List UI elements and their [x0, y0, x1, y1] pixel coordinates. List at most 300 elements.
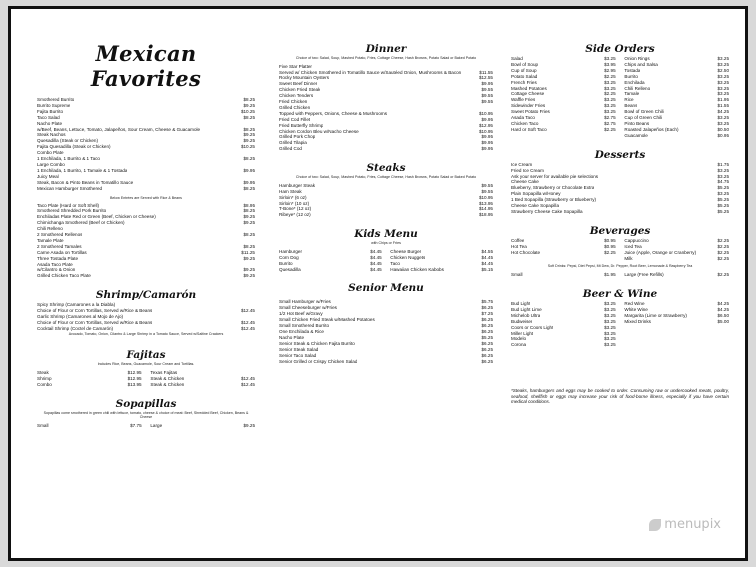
- menu-item-price: $9.55: [481, 87, 493, 93]
- menu-item-name: Tamale Plate: [37, 237, 64, 243]
- menu-item-name: Rocky Mountain Oysters: [279, 75, 330, 81]
- menu-item-name: Chicken Nuggets: [390, 254, 426, 260]
- menu-item-name: Michelob Ultra: [511, 312, 541, 318]
- menu-item-price: $7.75: [130, 422, 142, 428]
- menu-item-price: $5.25: [717, 203, 729, 209]
- menu-item-name: 2 Smothered Tamales: [37, 243, 82, 249]
- beverages-list-left: [511, 238, 616, 262]
- menu-item-name: Iced Tea: [624, 243, 642, 249]
- menu-item-name: Small Cheeseburger w/Fries: [279, 305, 337, 311]
- menu-item-price: $3.25: [604, 318, 616, 324]
- menu-item-name: Fried Butterfly Shrimp: [279, 122, 324, 128]
- menu-item-price: $9.55: [481, 93, 493, 99]
- menu-item: [624, 256, 729, 262]
- menu-item-price: $2.75: [604, 120, 616, 126]
- watermark-text: menupix: [664, 517, 721, 532]
- sopapillas-title: Sopapillas: [115, 397, 177, 410]
- menu-item-name: Cup of Soup: [511, 67, 537, 73]
- menu-item-price: $9.95: [481, 116, 493, 122]
- menu-item-price: $4.25: [717, 109, 729, 115]
- menu-item-name: Juice (Apple, Orange or Cranberry): [624, 249, 697, 255]
- menu-item-name: Small: [37, 422, 49, 428]
- menu-item-price: $2.25: [717, 243, 729, 249]
- menu-item-price: $6.25: [481, 323, 493, 329]
- column-sides: [511, 19, 729, 405]
- menu-item-price: $10.25: [240, 144, 255, 150]
- menu-item-price: $9.25: [243, 422, 255, 428]
- menu-item-price: $9.25: [243, 138, 255, 144]
- menu-item-price: $9.25: [243, 214, 255, 220]
- menu-item-price: $12.95: [478, 122, 493, 128]
- menu-item-price: $5.25: [717, 208, 729, 214]
- menu-item-name: Corona: [511, 342, 527, 348]
- menu-item-name: Tamale: [624, 91, 640, 97]
- menu-item-name: Onion Rings: [624, 56, 650, 61]
- menu-item-price: $2.95: [604, 67, 616, 73]
- menu-item-price: $5.25: [717, 185, 729, 191]
- menu-item-price: $9.55: [481, 182, 493, 188]
- menu-item-name: Sirloin* (6 oz): [279, 194, 307, 200]
- menu-item-name: w/Beef, Beans, Lettuce, Tomato, Jalapeños, Sour Cream, Cheese & Guacamole: [37, 126, 201, 132]
- menu-item-name: Taco Plate (Hard or Soft Shell): [37, 202, 100, 208]
- menu-item-price: $10.95: [478, 128, 493, 134]
- menu-item-name: Salad: [511, 56, 523, 61]
- menu-item: [37, 423, 142, 429]
- dinner-title: Dinner: [365, 43, 407, 55]
- menu-item-name: w/Cilantro & Onion: [37, 267, 76, 273]
- menu-item-price: $5.25: [717, 197, 729, 203]
- menu-item: [150, 382, 255, 388]
- menu-item-name: Hamburger Steak: [279, 182, 316, 188]
- menu-item-price: $3.25: [717, 167, 729, 173]
- menu-item-name: Plain Sopapilla w/Honey: [511, 191, 561, 197]
- menu-item: [624, 319, 729, 325]
- menu-item-name: Fried Chicken: [279, 99, 308, 105]
- menu-item-price: $9.55: [481, 99, 493, 105]
- menu-item-price: $3.95: [604, 61, 616, 67]
- menu-item-name: Combo: [37, 381, 52, 387]
- menu-item: [624, 272, 729, 278]
- side-list-right: [624, 56, 729, 139]
- fajitas-note: Includes Rice, Beans, Guacamole, Sour Cream and Tortillas.: [97, 362, 195, 367]
- menu-item-name: Guacamole: [624, 132, 648, 138]
- menu-item-price: $9.25: [243, 267, 255, 273]
- menu-item-name: Grilled Tilapia: [279, 140, 307, 146]
- menu-item-name: Garlic Shrimp (Camarones al Mojo de Ajo): [37, 314, 124, 320]
- menu-item-price: $8.25: [243, 232, 255, 238]
- menu-item-name: Sidewinder Fries: [511, 103, 546, 109]
- menu-item-name: Fried Cod Fillet: [279, 116, 311, 122]
- menu-item-price: $12.55: [478, 75, 493, 81]
- menu-item-name: Sirloin* (10 oz): [279, 200, 310, 206]
- menu-item-name: Bowl of Soup: [511, 61, 539, 67]
- menu-item-name: Served w/ Chicken Smothered in Tomatillo Sauce w/Sautéed Onion, Mushrooms & Bacon: [279, 69, 462, 75]
- menu-item-name: Quesadilla (Steak or Chicken): [37, 138, 99, 144]
- menu-item-name: T-Bone* (12 oz): [279, 206, 312, 212]
- menu-item-name: Beans: [624, 103, 638, 109]
- menu-item-price: $4.25: [717, 300, 729, 306]
- dinner-list: [279, 64, 493, 153]
- menu-item-price: $2.25: [717, 272, 729, 278]
- menu-item-price: $11.25: [241, 249, 255, 255]
- shrimp-title: Shrimp/Camarón: [95, 289, 197, 302]
- menu-item-name: Cup of Green Chili: [624, 115, 663, 121]
- menu-item-name: Topped with Peppers, Onions, Cheese & Mushrooms: [279, 110, 388, 116]
- desserts-title: Desserts: [594, 148, 646, 161]
- beer-wine-title: Beer & Wine: [582, 287, 658, 300]
- menu-item-name: Grilled Cod: [279, 146, 302, 152]
- soft-drinks-note: Soft Drinks: Pepsi, Diet Pepsi, Mt Dew, Dr. Pepper, Root Beer, Lemonade & Raspberry Tea: [547, 264, 693, 269]
- menu-item-price: $3.25: [604, 324, 616, 330]
- menu-item-name: Nacho Plate: [37, 120, 63, 126]
- menu-item-price: $3.25: [604, 300, 616, 306]
- menu-item-name: Shrimp: [37, 375, 52, 381]
- menu-item-price: $3.25: [717, 85, 729, 91]
- menu-item-price: $4.45: [481, 260, 493, 266]
- menu-item-name: Cappuccino: [624, 237, 649, 243]
- menu-item-name: Chimichanga Smothered (Beef or Chicken): [37, 220, 125, 226]
- menu-item-price: $1.95: [604, 272, 616, 278]
- menu-item-price: $5.00: [717, 318, 729, 324]
- shrimp-note: Avocado, Tomato, Onion, Cilantro & Large Shrimp in a Tomato Sauce, Served w/Saltine Crackers: [68, 331, 224, 336]
- menu-item-name: Steak & Chicken: [150, 381, 185, 387]
- menu-item-name: Steak Nachos: [37, 132, 66, 138]
- menu-item-price: $2.25: [717, 249, 729, 255]
- menu-item-price: $6.25: [481, 346, 493, 352]
- menu-item-name: Senior Steak Salad: [279, 346, 319, 352]
- menu-item-name: Enchilada: [624, 79, 645, 85]
- entree-list: [37, 203, 255, 280]
- kids-menu-note: with Chips or Fries: [371, 241, 401, 246]
- menu-item-name: 1/2 Hot Beef w/Gravy: [279, 311, 323, 317]
- menu-item-name: 1 Bed Sopapilla (Strawberry or Blueberry): [511, 197, 597, 203]
- menu-item-price: $7.25: [481, 311, 493, 317]
- menu-item-price: $8.25: [243, 97, 255, 102]
- menu-item-name: Hard or Soft Taco: [511, 126, 547, 132]
- menu-item-price: $3.25: [717, 120, 729, 126]
- menu-item-name: Cottage Cheese: [511, 91, 545, 97]
- menu-item-name: Steak: [37, 370, 49, 375]
- menu-item-name: Burrito Supreme: [37, 102, 71, 108]
- menu-item-price: $9.55: [481, 188, 493, 194]
- desserts-list: [511, 162, 729, 215]
- menu-item: [37, 382, 142, 388]
- menu-item-name: Margarita (Lime or Strawberry): [624, 312, 687, 318]
- soft-drink-small: [511, 272, 616, 278]
- sopapillas-list-right: [150, 423, 255, 429]
- menu-item-name: Senior Grilled or Crispy Chicken Salad: [279, 358, 358, 364]
- menu-item-name: Fried Ice Cream: [511, 167, 544, 173]
- menu-item-price: $10.25: [240, 108, 255, 114]
- menu-item-name: Modelo: [511, 336, 527, 342]
- sopapillas-note: Sopapillas come smothered in green chili with lettuce, tomato, cheese & choice of meat: Beef, Shredded Beef, Chicken, Beans & Cheese: [43, 410, 249, 420]
- menu-item-price: $13.95: [478, 200, 493, 206]
- menu-item-name: Bud Light Lime: [511, 306, 542, 312]
- menu-item-name: Fajita Quesadilla (Steak or Chicken): [37, 144, 111, 150]
- menu-item-price: $3.25: [604, 306, 616, 312]
- menu-item-name: Red Wine: [624, 300, 645, 306]
- menu-item-name: Bowl of Green Chili: [624, 109, 664, 115]
- menu-item-price: $3.25: [604, 103, 616, 109]
- menu-item-price: $3.25: [604, 109, 616, 115]
- menu-item-name: Mexican Hamburger Smothered: [37, 185, 103, 191]
- menu-item-name: Milk: [624, 255, 633, 261]
- menu-item-name: Hawaiian Chicken Kabobs: [390, 266, 444, 272]
- menu-item-price: $9.95: [481, 140, 493, 146]
- soft-drink-large: [624, 272, 729, 278]
- menu-item-name: One Enchilada & Rice: [279, 328, 324, 334]
- menu-item-price: $3.25: [717, 191, 729, 197]
- menu-item-name: Smothered Shredded Pork Burrito: [37, 208, 107, 214]
- menu-item-price: $9.25: [243, 255, 255, 261]
- menu-item-price: $2.25: [604, 73, 616, 79]
- steaks-note: Choice of two: Salad, Soup, Mashed Potato, Fries, Cottage Cheese, Hash Browns, Potato Salad or Baked Potato: [295, 175, 477, 180]
- fajitas-list-right: [150, 370, 255, 388]
- side-orders-title: Side Orders: [585, 43, 655, 55]
- menu-item-price: $8.25: [243, 208, 255, 214]
- menu-item-price: $6.25: [481, 328, 493, 334]
- menu-item-name: Miller Light: [511, 330, 534, 336]
- menu-item-price: $10.95: [478, 194, 493, 200]
- menu-item-name: Three Tostada Plate: [37, 255, 79, 261]
- mexican-favorites-title: Mexican Favorites: [90, 41, 202, 91]
- menu-item-name: Spicy Shrimp (Camarones a la Diabla): [37, 302, 116, 308]
- menu-item-price: $9.95: [243, 167, 255, 173]
- menu-item-name: Carne Asada on Tortillas: [37, 249, 87, 255]
- menu-item-name: 2 Smothered Rellenos: [37, 232, 83, 238]
- menu-item-price: $12.45: [240, 320, 255, 325]
- menu-item-name: White Wine: [624, 306, 648, 312]
- menu-item-name: Blueberry, Strawberry or Chocolate Extra: [511, 185, 595, 191]
- menu-item-price: $3.25: [604, 330, 616, 336]
- menu-item-price: $6.25: [481, 305, 493, 311]
- beer-list: [511, 301, 616, 348]
- menu-item-name: Taco Salad: [37, 114, 60, 120]
- menu-item-name: Small Hamburger w/Fries: [279, 299, 331, 305]
- beverages-list-right: [624, 238, 729, 262]
- menu-item-name: Senior Taco Salad: [279, 352, 317, 358]
- menu-item-name: Bud Light: [511, 300, 531, 306]
- menu-item-price: $12.95: [127, 370, 142, 375]
- menu-item: [511, 342, 616, 348]
- menu-item-price: $12.45: [240, 308, 255, 314]
- menu-item-name: Chicken Fried Steak: [279, 87, 321, 93]
- menu-item-price: $2.25: [604, 249, 616, 255]
- menu-item-price: $3.25: [717, 56, 729, 61]
- menu-item-price: $10.95: [478, 110, 493, 116]
- menu-item-price: $8.25: [243, 243, 255, 249]
- menu-page: [8, 6, 748, 561]
- menu-item-price: $3.25: [717, 173, 729, 179]
- menu-item-name: Corn Dog: [279, 254, 299, 260]
- menu-item-name: Potato Salad: [511, 73, 538, 79]
- menu-item-name: Tostada: [624, 67, 641, 73]
- menu-item-price: $8.25: [243, 185, 255, 191]
- menu-item-price: $6.25: [481, 340, 493, 346]
- menu-item-name: Ice Cream: [511, 161, 533, 167]
- menu-item-name: Waffle Fries: [511, 97, 536, 103]
- menu-item-price: $1.55: [717, 103, 729, 109]
- menu-item-name: Steak, Bacon & Pinto Beans in Tomatillo Sauce: [37, 179, 134, 185]
- menu-item-price: $6.25: [481, 358, 493, 364]
- menu-item-price: $9.25: [243, 102, 255, 108]
- menu-item-price: $6.25: [481, 352, 493, 358]
- menu-item-price: $18.95: [478, 212, 493, 218]
- steaks-list: [279, 183, 493, 218]
- menu-item: [511, 272, 616, 278]
- menu-item-price: $8.95: [243, 202, 255, 208]
- menu-item-name: Burrito: [279, 260, 293, 266]
- kids-list-right: [390, 249, 493, 273]
- menu-item-price: $9.25: [243, 273, 255, 279]
- shrimp-list: [37, 302, 255, 332]
- menu-item-price: $3.25: [604, 336, 616, 342]
- menu-item-name: Coffee: [511, 237, 525, 243]
- menu-item-name: Chili Relleno: [37, 226, 63, 232]
- menu-item-price: $12.95: [127, 375, 142, 381]
- menu-item-price: $3.25: [604, 97, 616, 103]
- menu-item-name: Small Smothered Burrito: [279, 323, 330, 329]
- menu-item: [511, 127, 616, 133]
- menu-item-price: $2.25: [604, 91, 616, 97]
- menu-item-price: $3.25: [717, 73, 729, 79]
- menu-item-name: Chicken Tenders: [279, 93, 314, 99]
- menu-item-name: Cheese Burger: [390, 248, 422, 254]
- menu-item-name: French Fries: [511, 79, 537, 85]
- menu-item-price: $9.95: [481, 81, 493, 87]
- column-dinner: [279, 19, 493, 364]
- menu-item-price: $5.25: [481, 334, 493, 340]
- menu-item-name: Ham Steak: [279, 188, 302, 194]
- side-list-left: [511, 56, 616, 139]
- menu-item-price: $3.25: [717, 61, 729, 67]
- menu-item-price: $2.50: [717, 67, 729, 73]
- leaf-icon: [649, 519, 661, 531]
- menu-item-name: Grilled Pork Chop: [279, 134, 316, 140]
- menu-item-price: $14.95: [478, 206, 493, 212]
- menu-item-name: Burrito: [624, 73, 638, 79]
- menu-item-name: Mixed Drinks: [624, 318, 651, 324]
- menu-item-price: $12.45: [240, 381, 255, 387]
- fajitas-title: Fajitas: [126, 349, 166, 362]
- menu-item-name: Five Star Platter: [279, 63, 312, 69]
- menu-item-name: Large (Free Refills): [624, 272, 664, 278]
- menu-item-price: $9.95: [481, 146, 493, 152]
- menu-item-name: Chicken Taco: [511, 120, 539, 126]
- menu-item-price: $4.25: [717, 306, 729, 312]
- menu-item-name: 1 Enchilada, 1 Burrito, 1 Tamale & 1 Tostada: [37, 167, 128, 173]
- menu-item-name: Chips and Salsa: [624, 61, 658, 67]
- menu-item-name: Enchiladas Plate Red or Green (Beef, Chicken or Cheese): [37, 214, 156, 220]
- menu-item-name: Texas Fajitas: [150, 370, 178, 375]
- menu-item-price: $12.45: [240, 375, 255, 381]
- menu-item-price: $4.45: [370, 248, 382, 254]
- menu-item-price: $0.95: [604, 243, 616, 249]
- menu-item-name: Taco: [390, 260, 400, 266]
- menu-item-price: $5.15: [481, 266, 493, 272]
- menu-item-name: Smothered Burrito: [37, 97, 75, 102]
- menu-item-price: $4.45: [370, 260, 382, 266]
- dinner-note: Choice of two: Salad, Soup, Mashed Potato, Fries, Cottage Cheese, Hash Browns, Potato Salad or Baked Potato: [295, 56, 477, 60]
- column-mexican-favorites: [37, 19, 255, 429]
- menu-item-name: Small: [511, 272, 523, 278]
- menu-item-name: Sweet Potato Fries: [511, 109, 550, 115]
- menu-item-price: $3.25: [717, 79, 729, 85]
- menu-item-price: $0.95: [604, 237, 616, 243]
- menu-item-price: $4.45: [481, 254, 493, 260]
- menu-item-name: Senior Steak & Chicken Fajita Burrito: [279, 340, 355, 346]
- menu-item-price: $4.45: [370, 254, 382, 260]
- menu-item-name: Ribeye* (12 oz): [279, 212, 311, 218]
- menu-item-name: Small Chicken Fried Steak w/Mashed Potatoes: [279, 317, 375, 323]
- menu-item-name: Chili Relleno: [624, 85, 651, 91]
- menu-item-price: $1.95: [717, 97, 729, 103]
- menu-item-price: $3.25: [604, 342, 616, 348]
- menu-item-name: Strawberry Cheese Cake Sopapilla: [511, 208, 583, 214]
- consumer-advisory: *Steaks, hamburgers and eggs may be cooked to order. Consuming raw or undercooked meats, poultry, seafood, shellfish or eggs may increase your risk of food-borne illness, especially if you have certain medical conditions.: [511, 388, 729, 405]
- menu-item-price: $2.75: [604, 115, 616, 121]
- menu-item-name: Large Combo: [37, 161, 65, 167]
- menu-item: [279, 359, 493, 365]
- menu-item-price: $3.25: [604, 312, 616, 318]
- menu-item-price: $9.95: [243, 179, 255, 185]
- menu-item-price: $9.25: [243, 220, 255, 226]
- menu-item-price: $9.95: [481, 134, 493, 140]
- menu-item-name: Fajita Burrito: [37, 108, 64, 114]
- menu-item-name: Combo Plate: [37, 150, 64, 156]
- menu-item-price: $0.95: [717, 132, 729, 138]
- menu-item-name: Coors or Coors Light: [511, 324, 554, 330]
- menu-item-price: $5.75: [481, 299, 493, 305]
- menu-item-name: Cocktail Shrimp (Coctel de Camarón): [37, 325, 114, 331]
- menu-item-price: $6.25: [481, 317, 493, 323]
- senior-list: [279, 299, 493, 364]
- menu-item-price: $8.25: [243, 114, 255, 120]
- menu-item-price: $8.25: [243, 156, 255, 162]
- menu-item-price: $4.55: [481, 248, 493, 254]
- senior-menu-title: Senior Menu: [348, 282, 424, 295]
- menu-item-name: Ask your server for available pie selections: [511, 173, 599, 179]
- menu-item-name: Choice of Flour or Corn Tortillas, Served w/Rice & Beans: [37, 320, 153, 325]
- menu-item-name: 1 Enchilada, 1 Burrito & 1 Taco: [37, 156, 100, 162]
- menu-item-price: $2.25: [717, 255, 729, 261]
- beverages-title: Beverages: [589, 224, 651, 237]
- menu-item: [390, 267, 493, 273]
- menu-item-price: $4.75: [717, 179, 729, 185]
- menu-item: [279, 267, 382, 273]
- menu-item-name: Roasted Jalapeños (Each): [624, 126, 679, 132]
- menu-item-name: Asada Taco Plate: [37, 261, 73, 267]
- menu-item-price: $12.45: [240, 325, 255, 331]
- menu-item-price: $0.50: [717, 126, 729, 132]
- menu-item-name: Rice: [624, 97, 634, 103]
- rice-beans-note: Below Entrées are Served with Rice & Beans: [110, 195, 182, 200]
- menu-item-price: $9.25: [243, 132, 255, 138]
- menu-item-name: Mashed Potatoes: [511, 85, 547, 91]
- menu-item-name: Nacho Plate: [279, 334, 305, 340]
- menu-item-price: $8.25: [243, 126, 255, 132]
- menu-item-name: Steak & Chicken: [150, 375, 185, 381]
- menu-item-price: $4.45: [370, 266, 382, 272]
- sopapillas-list-left: [37, 423, 142, 429]
- menu-item-name: Asada Taco: [511, 115, 535, 121]
- menu-item-name: Cheese Cake: [511, 179, 539, 185]
- menu-item-name: Choice of Flour or Corn Tortillas, Served w/Rice & Beans: [37, 308, 153, 314]
- menu-item-price: $6.50: [717, 312, 729, 318]
- menu-item-name: Hot Tea: [511, 243, 527, 249]
- menu-item-price: $2.25: [717, 237, 729, 243]
- menu-item-price: $3.25: [717, 115, 729, 121]
